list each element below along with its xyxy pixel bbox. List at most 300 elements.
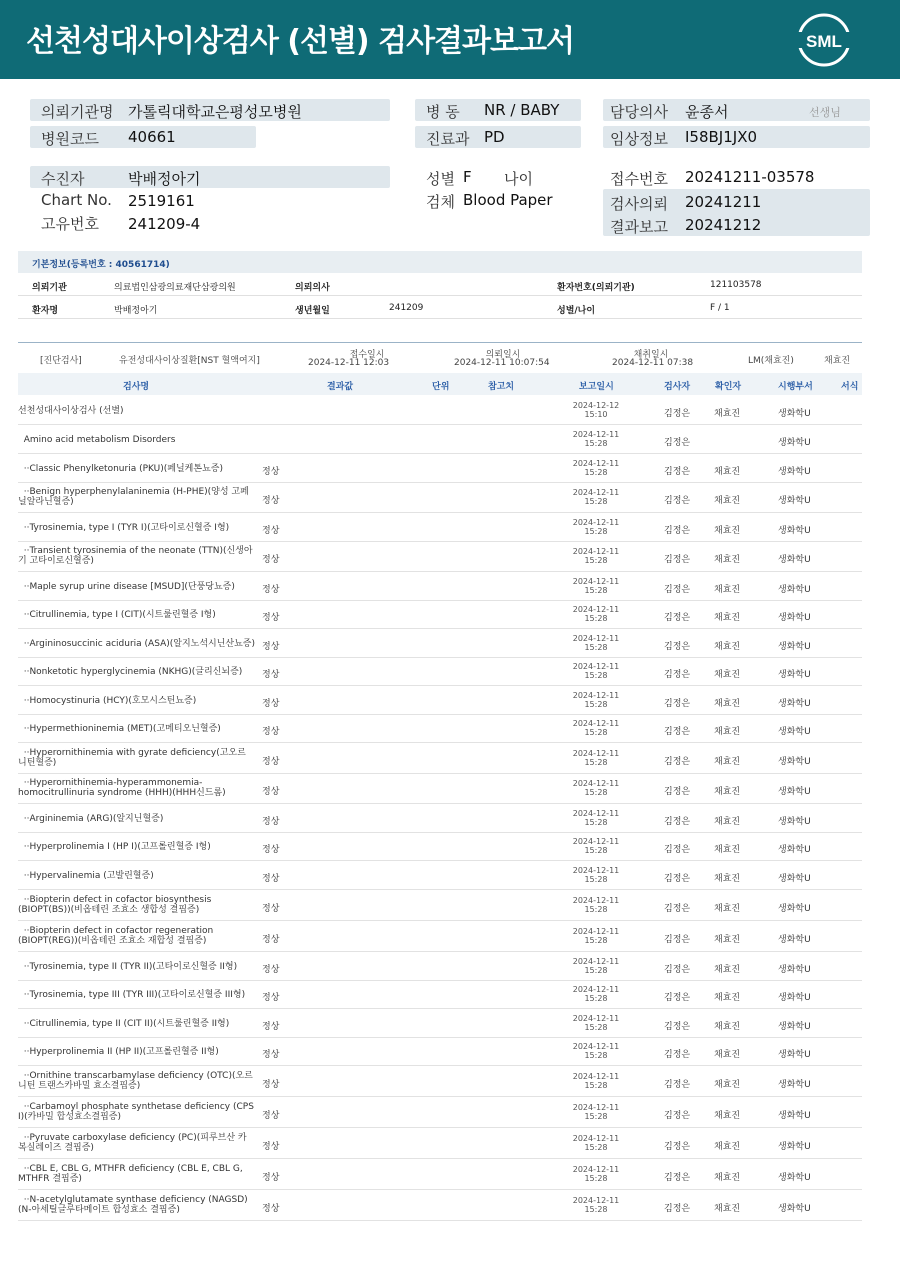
tester-name: 김정은 — [664, 817, 691, 827]
svg-text:SML: SML — [806, 32, 842, 51]
test-name: ··Carbamoyl phosphate synthetase deficiency (CPS I)(카바밀 합성효소결핍증) — [18, 1102, 257, 1122]
result-value: 정상 — [262, 757, 280, 767]
table-row — [18, 1159, 862, 1190]
dept-name: 생화학U — [778, 727, 811, 737]
sml-logo — [796, 12, 852, 68]
report-date: 2024-12-11 — [572, 1014, 620, 1023]
report-datetime — [566, 1196, 626, 1214]
dept-name: 생화학U — [778, 787, 811, 797]
confirmer-name: 채효진 — [714, 585, 741, 595]
test-name: ··Hyperornithinemia with gyrate deficiency(고오르니틴혈증) — [18, 748, 246, 768]
basic-name-value: 박배정아기 — [114, 306, 158, 316]
age-label: 나이 — [504, 170, 533, 188]
col-tester: 검사자 — [664, 382, 691, 392]
report-date: 2024-12-11 — [572, 488, 620, 497]
dept-name: 생화학U — [778, 670, 811, 680]
result-value: 정상 — [262, 1022, 280, 1032]
report-label: 결과보고 — [610, 218, 668, 236]
basic-inst-value: 의료법인삼광의료재단삼광의원 — [114, 283, 236, 293]
result-value: 정상 — [262, 1050, 280, 1060]
confirmer-name: 채효진 — [714, 1142, 741, 1152]
table-row — [18, 715, 862, 743]
test-name: ··Citrullinemia, type I (CIT)(시트룰린혈증 I형) — [18, 610, 216, 620]
test-name: ··N-acetylglutamate synthase deficiency (NAGSD)(N-아세틸글루타메이트 합성효소 결핍증) — [18, 1195, 248, 1215]
doctor-label: 담당의사 — [610, 103, 668, 121]
test-name: ··Benign hyperphenylalaninemia (H-PHE)(양성 고페닐알라닌혈증) — [18, 487, 249, 507]
confirmer-name: 채효진 — [714, 1204, 741, 1214]
report-time: 15:28 — [584, 614, 608, 623]
dept-name: 생화학U — [778, 613, 811, 623]
tester-name: 김정은 — [664, 993, 691, 1003]
report-date: 2024-12-11 — [572, 634, 620, 643]
collected-label: 채취일시 — [633, 350, 669, 360]
sex-value: F — [463, 168, 472, 186]
table-row — [18, 890, 862, 921]
specimen-label: 검체 — [426, 193, 455, 211]
confirmer-name: 채효진 — [714, 993, 741, 1003]
report-datetime — [566, 779, 626, 797]
diagnosis-header — [18, 342, 862, 372]
test-name: ··Pyruvate carboxylase deficiency (PC)(피루브산 카복실레이즈 결핍증) — [18, 1133, 247, 1153]
ward-value: NR / BABY — [484, 101, 560, 119]
report-datetime — [566, 634, 626, 652]
table-row — [18, 513, 862, 542]
table-row — [18, 1128, 862, 1159]
dept-name: 생화학U — [778, 585, 811, 595]
test-name: ··Hyperprolinemia I (HP I)(고프롤린혈증 I형) — [18, 842, 211, 852]
test-name: 선천성대사이상검사 (선별) — [18, 406, 124, 416]
clinical-label: 임상정보 — [610, 130, 668, 148]
report-date: 2024-12-11 — [572, 577, 620, 586]
dept-value: PD — [484, 128, 505, 146]
dept-name: 생화학U — [778, 845, 811, 855]
chart-value: 2519161 — [128, 192, 195, 210]
report-date: 2024-12-11 — [572, 837, 620, 846]
confirmer-name: 채효진 — [714, 613, 741, 623]
report-datetime — [566, 1072, 626, 1090]
doctor-suffix: 선생님 — [809, 106, 841, 119]
tester-name: 김정은 — [664, 757, 691, 767]
report-datetime — [566, 401, 626, 419]
table-row — [18, 658, 862, 686]
report-datetime — [566, 662, 626, 680]
request-value: 20241211 — [685, 193, 762, 211]
col-unit: 단위 — [432, 382, 450, 392]
confirmer-value: 채효진 — [824, 356, 851, 366]
basic-info-row — [18, 296, 862, 319]
dept-name: 생화학U — [778, 409, 811, 419]
result-value: 정상 — [262, 526, 280, 536]
table-row — [18, 601, 862, 629]
dept-name: 생화학U — [778, 496, 811, 506]
confirmer-name: 채효진 — [714, 727, 741, 737]
test-name: ··Nonketotic hyperglycinemia (NKHG)(글리신뇌증) — [18, 667, 243, 677]
dept-name: 생화학U — [778, 1050, 811, 1060]
dept-name: 생화학U — [778, 438, 811, 448]
test-name: ··Tyrosinemia, type III (TYR III)(고타이로신혈증 III형) — [18, 990, 246, 1000]
table-row — [18, 861, 862, 890]
report-datetime — [566, 691, 626, 709]
table-row — [18, 804, 862, 833]
report-date: 2024-12-11 — [572, 1134, 620, 1143]
tester-name: 김정은 — [664, 874, 691, 884]
received-value: 2024-12-11 12:03 — [308, 358, 390, 368]
report-time: 15:28 — [584, 1051, 608, 1060]
tester-name: 김정은 — [664, 904, 691, 914]
results-table-header — [18, 373, 862, 395]
tester-name: 김정은 — [664, 1111, 691, 1121]
report-date: 2024-12-11 — [572, 547, 620, 556]
test-name: ··Tyrosinemia, type II (TYR II)(고타이로신혈증 II형) — [18, 962, 238, 972]
table-row — [18, 981, 862, 1009]
result-value: 정상 — [262, 1080, 280, 1090]
result-value: 정상 — [262, 874, 280, 884]
report-time: 15:28 — [584, 1081, 608, 1090]
results-table-body — [18, 396, 862, 1221]
report-time: 15:28 — [584, 1205, 608, 1214]
dept-name: 생화학U — [778, 935, 811, 945]
unique-value: 241209-4 — [128, 215, 201, 233]
confirmer-name: 채효진 — [714, 817, 741, 827]
result-value: 정상 — [262, 1173, 280, 1183]
test-name: ··Classic Phenylketonuria (PKU)(페닐케톤뇨증) — [18, 464, 223, 474]
report-time: 15:28 — [584, 643, 608, 652]
report-time: 15:28 — [584, 758, 608, 767]
dept-name: 생화학U — [778, 526, 811, 536]
report-date: 2024-12-11 — [572, 779, 620, 788]
report-time: 15:28 — [584, 497, 608, 506]
report-time: 15:28 — [584, 1112, 608, 1121]
report-time: 15:28 — [584, 905, 608, 914]
report-date: 2024-12-11 — [572, 749, 620, 758]
test-name: ··Citrullinemia, type II (CIT II)(시트룰린혈증 II형) — [18, 1019, 230, 1029]
test-name: Amino acid metabolism Disorders — [18, 435, 176, 445]
dept-name: 생화학U — [778, 1111, 811, 1121]
diag-name: 유전성대사이상질환[NST 혈액여지] — [119, 356, 260, 366]
report-datetime — [566, 459, 626, 477]
institution-value: 가톨릭대학교은평성모병원 — [128, 103, 302, 121]
confirmer-name: 채효진 — [714, 555, 741, 565]
report-time: 15:28 — [584, 468, 608, 477]
confirmer-name: 채효진 — [714, 670, 741, 680]
report-date: 2024-12-11 — [572, 459, 620, 468]
report-datetime — [566, 605, 626, 623]
result-value: 정상 — [262, 555, 280, 565]
basic-info-row — [18, 273, 862, 296]
report-datetime — [566, 547, 626, 565]
col-confirmer: 확인자 — [715, 382, 742, 392]
result-value: 정상 — [262, 585, 280, 595]
confirmer-name: 채효진 — [714, 1111, 741, 1121]
table-row — [18, 483, 862, 513]
report-date: 2024-12-11 — [572, 1165, 620, 1174]
tester-name: 김정은 — [664, 699, 691, 709]
col-dept: 시행부서 — [778, 382, 813, 392]
table-row — [18, 1038, 862, 1066]
report-time: 15:28 — [584, 875, 608, 884]
result-value: 정상 — [262, 817, 280, 827]
result-value: 정상 — [262, 935, 280, 945]
confirmer-name: 채효진 — [714, 699, 741, 709]
confirmer-name: 채효진 — [714, 787, 741, 797]
dept-name: 생화학U — [778, 993, 811, 1003]
basic-pno-label: 환자번호(의뢰기관) — [557, 283, 635, 293]
result-value: 정상 — [262, 1111, 280, 1121]
tester-name: 김정은 — [664, 965, 691, 975]
code-value: 40661 — [128, 128, 176, 146]
test-name: ··Tyrosinemia, type I (TYR I)(고타이로신혈증 I형) — [18, 523, 230, 533]
report-date: 2024-12-11 — [572, 605, 620, 614]
report-datetime — [566, 866, 626, 884]
tester-name: 김정은 — [664, 1050, 691, 1060]
code-label: 병원코드 — [41, 130, 99, 148]
report-datetime — [566, 1042, 626, 1060]
col-name: 검사명 — [123, 382, 150, 392]
tester-name: 김정은 — [664, 1204, 691, 1214]
report-datetime — [566, 430, 626, 448]
tester-name: 김정은 — [664, 585, 691, 595]
report-time: 15:28 — [584, 846, 608, 855]
report-time: 15:28 — [584, 936, 608, 945]
sex-label: 성별 — [426, 170, 455, 188]
chart-label: Chart No. — [41, 191, 112, 209]
report-time: 15:28 — [584, 586, 608, 595]
report-date: 2024-12-11 — [572, 691, 620, 700]
confirmer-name: 채효진 — [714, 935, 741, 945]
confirmer-name: 채효진 — [714, 1050, 741, 1060]
report-time: 15:28 — [584, 1174, 608, 1183]
report-time: 15:28 — [584, 439, 608, 448]
report-date: 2024-12-11 — [572, 719, 620, 728]
test-name: ··Argininosuccinic aciduria (ASA)(알지노석시닌산뇨증) — [18, 639, 256, 649]
confirmer-name: 채효진 — [714, 965, 741, 975]
report-datetime — [566, 985, 626, 1003]
specimen-value: Blood Paper — [463, 191, 553, 209]
dept-name: 생화학U — [778, 1204, 811, 1214]
confirmer-name: 채효진 — [714, 845, 741, 855]
confirmer-name: 채효진 — [714, 467, 741, 477]
confirmer-name: 채효진 — [714, 642, 741, 652]
test-name: ··CBL E, CBL G, MTHFR deficiency (CBL E, CBL G, MTHFR 결핍증) — [18, 1164, 246, 1184]
table-row — [18, 833, 862, 861]
report-time: 15:28 — [584, 966, 608, 975]
confirmer-name: 채효진 — [714, 757, 741, 767]
institution-label: 의뢰기관명 — [41, 103, 114, 121]
report-datetime — [566, 837, 626, 855]
requested-value: 2024-12-11 10:07:54 — [454, 358, 550, 368]
report-time: 15:28 — [584, 556, 608, 565]
test-name: ··Hypervalinemia (고발린혈증) — [18, 871, 154, 881]
result-value: 정상 — [262, 467, 280, 477]
report-datetime — [566, 927, 626, 945]
test-name: ··Argininemia (ARG)(알지닌혈증) — [18, 814, 164, 824]
dept-name: 생화학U — [778, 874, 811, 884]
report-time: 15:28 — [584, 527, 608, 536]
tester-name: 김정은 — [664, 1022, 691, 1032]
receiver-label: 수진자 — [41, 170, 85, 188]
confirmer-name: 채효진 — [714, 409, 741, 419]
dept-name: 생화학U — [778, 965, 811, 975]
col-form: 서식 — [841, 382, 859, 392]
result-value: 정상 — [262, 1204, 280, 1214]
table-row — [18, 686, 862, 715]
report-time: 15:28 — [584, 728, 608, 737]
dept-name: 생화학U — [778, 1080, 811, 1090]
table-row — [18, 921, 862, 952]
dept-name: 생화학U — [778, 699, 811, 709]
tester-name: 김정은 — [664, 642, 691, 652]
tester-name: 김정은 — [664, 467, 691, 477]
report-datetime — [566, 719, 626, 737]
report-date: 2024-12-11 — [572, 430, 620, 439]
table-row — [18, 743, 862, 774]
report-header — [0, 0, 900, 79]
clinical-value: I58BJ1JX0 — [685, 128, 758, 146]
basic-sexage-value: F / 1 — [710, 303, 730, 313]
report-date: 2024-12-11 — [572, 518, 620, 527]
table-row — [18, 396, 862, 425]
basic-name-label: 환자명 — [32, 306, 59, 316]
receipt-value: 20241211-03578 — [685, 168, 815, 186]
tester-name: 김정은 — [664, 845, 691, 855]
dept-name: 생화학U — [778, 817, 811, 827]
tester-name: 김정은 — [664, 1080, 691, 1090]
basic-inst-label: 의뢰기관 — [32, 283, 67, 293]
receipt-label: 접수번호 — [610, 170, 668, 188]
test-name: ··Biopterin defect in cofactor regeneration (BIOPT(REG))(비옵테린 조효소 재합성 결핍증) — [18, 926, 217, 946]
report-time: 15:28 — [584, 671, 608, 680]
report-datetime — [566, 957, 626, 975]
dept-name: 생화학U — [778, 1173, 811, 1183]
dept-name: 생화학U — [778, 467, 811, 477]
confirmer-name: 채효진 — [714, 496, 741, 506]
report-date: 2024-12-11 — [572, 896, 620, 905]
confirmer-name: 채효진 — [714, 904, 741, 914]
table-row — [18, 542, 862, 572]
doctor-value: 윤종서 — [685, 103, 729, 121]
report-time: 15:28 — [584, 700, 608, 709]
table-row — [18, 774, 862, 804]
report-datetime — [566, 1103, 626, 1121]
report-date: 2024-12-12 — [572, 401, 620, 410]
test-name: ··Hyperornithinemia-hyperammonemia-homocitrullinuria syndrome (HHH)(HHH신드롬) — [18, 778, 226, 798]
report-date: 2024-12-11 — [572, 809, 620, 818]
result-value: 정상 — [262, 699, 280, 709]
requested-label: 의뢰일시 — [485, 350, 521, 360]
result-value: 정상 — [262, 1142, 280, 1152]
confirmer-name: 채효진 — [714, 1022, 741, 1032]
request-label: 검사의뢰 — [610, 195, 668, 213]
basic-info-section — [18, 251, 862, 343]
test-name: ··Biopterin defect in cofactor biosynthesis (BIOPT(BS))(비옵테린 조효소 생합성 결핍증) — [18, 895, 215, 915]
report-date: 2024-12-11 — [572, 1042, 620, 1051]
tester-name: 김정은 — [664, 438, 691, 448]
report-time: 15:28 — [584, 818, 608, 827]
lm-value: LM(채효진) — [748, 356, 794, 366]
report-date: 2024-12-11 — [572, 662, 620, 671]
report-time: 15:10 — [584, 410, 608, 419]
result-value: 정상 — [262, 993, 280, 1003]
report-date: 2024-12-11 — [572, 957, 620, 966]
table-row — [18, 1009, 862, 1038]
ward-label: 병 동 — [426, 103, 460, 121]
tester-name: 김정은 — [664, 526, 691, 536]
basic-dob-label: 생년월일 — [295, 306, 330, 316]
dept-name: 생화학U — [778, 1022, 811, 1032]
table-row — [18, 1190, 862, 1221]
report-datetime — [566, 896, 626, 914]
report-date: 2024-12-11 — [572, 1072, 620, 1081]
report-datetime — [566, 577, 626, 595]
dept-name: 생화학U — [778, 642, 811, 652]
report-date: 2024-12-11 — [572, 985, 620, 994]
col-result: 결과값 — [327, 382, 354, 392]
table-row — [18, 572, 862, 601]
table-row — [18, 952, 862, 981]
tester-name: 김정은 — [664, 613, 691, 623]
result-value: 정상 — [262, 670, 280, 680]
tester-name: 김정은 — [664, 727, 691, 737]
report-date: 2024-12-11 — [572, 1103, 620, 1112]
table-row — [18, 1097, 862, 1128]
test-name: ··Transient tyrosinemia of the neonate (TTN)(신생아기 고타이로신혈증) — [18, 546, 253, 566]
col-ref: 참고치 — [488, 382, 515, 392]
tester-name: 김정은 — [664, 670, 691, 680]
report-datetime — [566, 1134, 626, 1152]
tester-name: 김정은 — [664, 787, 691, 797]
table-row — [18, 425, 862, 454]
report-datetime — [566, 488, 626, 506]
receiver-value: 박배정아기 — [128, 170, 201, 188]
dept-name: 생화학U — [778, 904, 811, 914]
table-row — [18, 629, 862, 658]
result-value: 정상 — [262, 642, 280, 652]
confirmer-name: 채효진 — [714, 1080, 741, 1090]
report-datetime — [566, 749, 626, 767]
dept-name: 생화학U — [778, 1142, 811, 1152]
report-time: 15:28 — [584, 1023, 608, 1032]
basic-doc-label: 의뢰의사 — [295, 283, 330, 293]
test-name: ··Ornithine transcarbamylase deficiency (OTC)(오르니틴 트랜스카바밀 효소결핍증) — [18, 1071, 253, 1091]
basic-dob-value: 241209 — [389, 303, 424, 313]
report-date: 2024-12-11 — [572, 1196, 620, 1205]
col-report-date: 보고일시 — [579, 382, 614, 392]
basic-info-title: 기본정보(등록번호 : 40561714) — [18, 251, 862, 273]
test-name: ··Homocystinuria (HCY)(호모시스틴뇨증) — [18, 696, 197, 706]
report-datetime — [566, 1014, 626, 1032]
diag-label: [진단검사] — [40, 356, 82, 366]
dept-name: 생화학U — [778, 555, 811, 565]
confirmer-name: 채효진 — [714, 1173, 741, 1183]
tester-name: 김정은 — [664, 496, 691, 506]
test-name: ··Hypermethioninemia (MET)(고메티오닌혈증) — [18, 724, 221, 734]
collected-value: 2024-12-11 07:38 — [612, 358, 694, 368]
tester-name: 김정은 — [664, 409, 691, 419]
report-datetime — [566, 518, 626, 536]
dept-label: 진료과 — [426, 130, 470, 148]
table-row — [18, 1066, 862, 1097]
confirmer-name: 채효진 — [714, 526, 741, 536]
result-value: 정상 — [262, 613, 280, 623]
table-row — [18, 454, 862, 483]
result-value: 정상 — [262, 845, 280, 855]
report-datetime — [566, 1165, 626, 1183]
report-date: 2024-12-11 — [572, 927, 620, 936]
result-value: 정상 — [262, 496, 280, 506]
result-value: 정상 — [262, 787, 280, 797]
received-label: 접수일시 — [349, 350, 385, 360]
tester-name: 김정은 — [664, 555, 691, 565]
